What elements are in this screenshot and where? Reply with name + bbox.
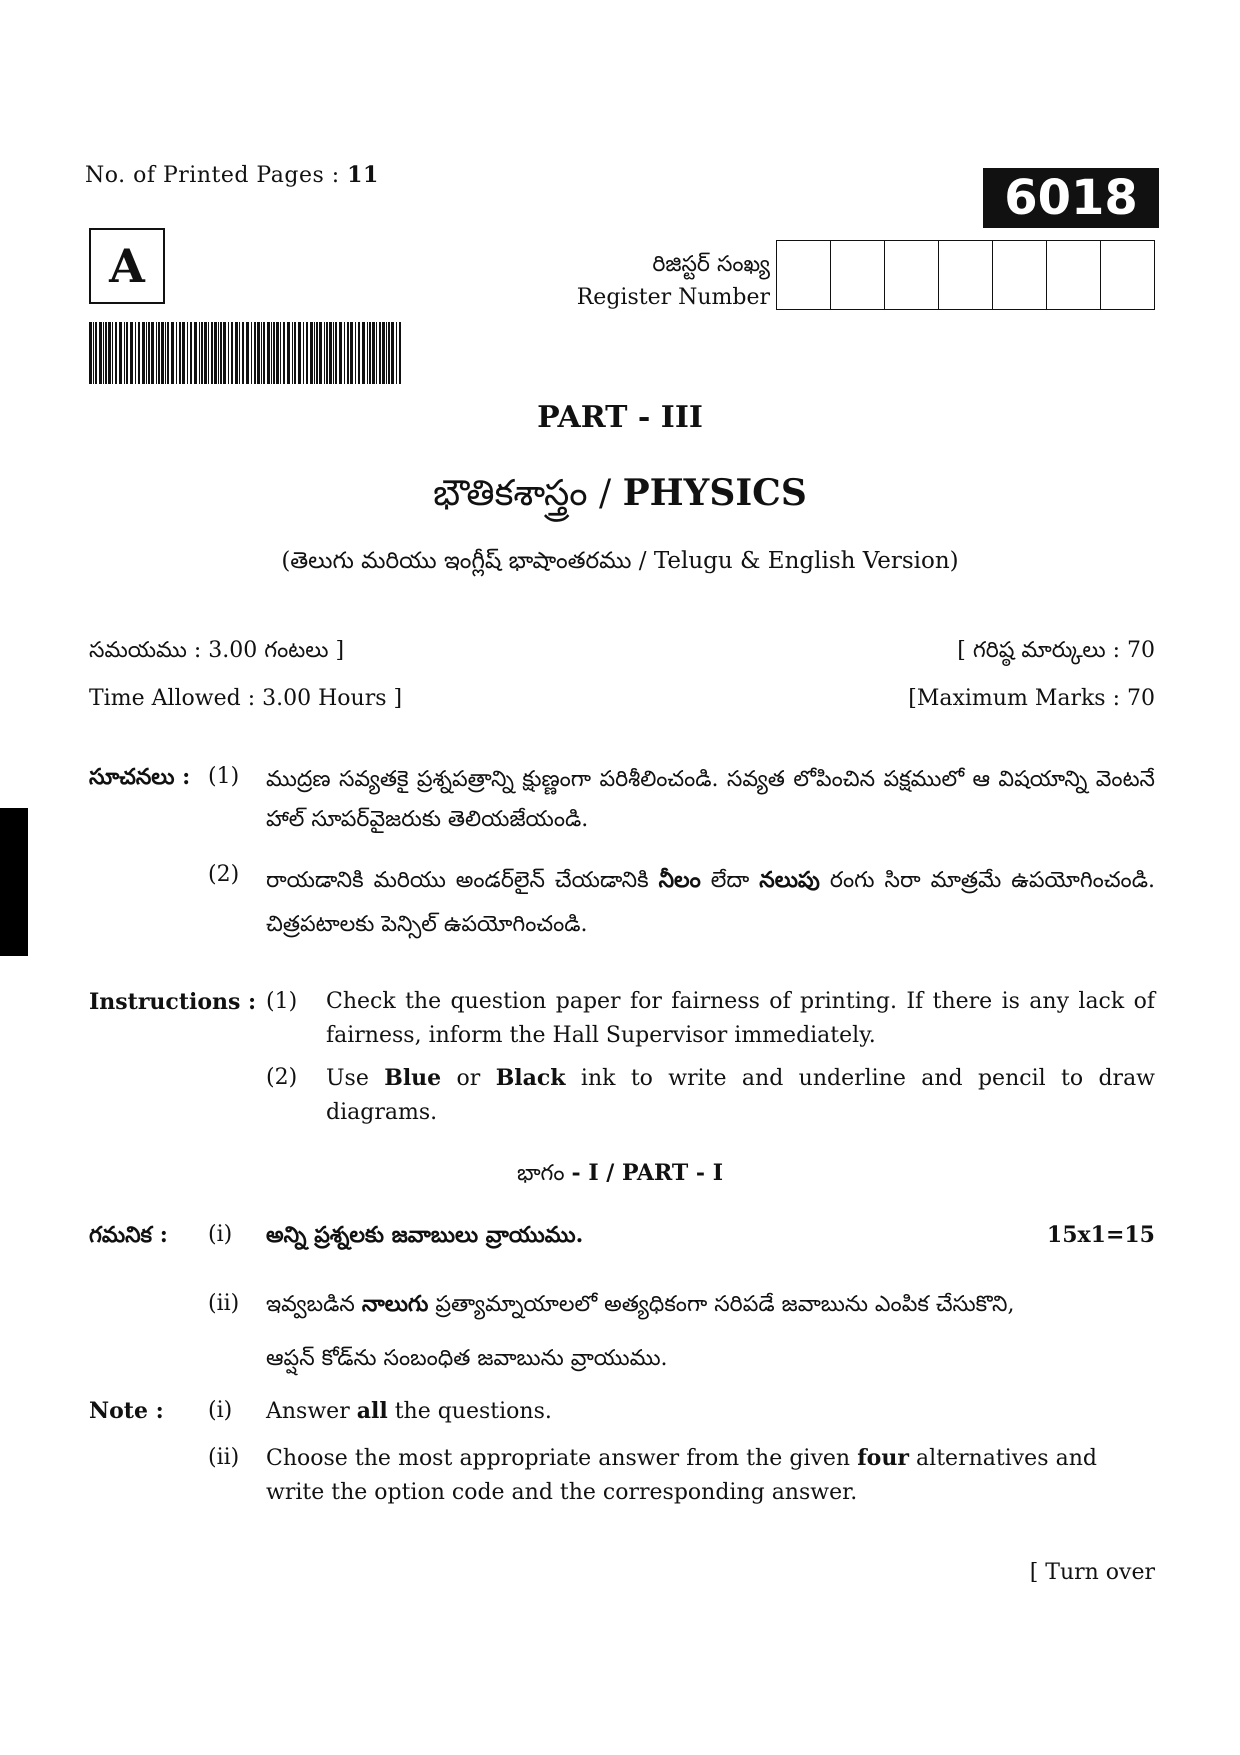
item-number: (i): [208, 1398, 233, 1423]
printed-pages-line: [85, 162, 379, 188]
text-segment: or: [441, 1066, 496, 1091]
section-heading: [0, 1160, 1240, 1191]
text-segment: Answer: [266, 1399, 357, 1424]
item-number: (1): [208, 764, 240, 789]
instruction-text: [326, 1061, 1155, 1130]
subject-title: [0, 472, 1240, 523]
marks-scheme: 15x1=15: [1046, 1222, 1155, 1248]
instruction-text: Check the question paper for fairness of printing. If there is any lack of fairness, inform the Hall Supervisor immediately.: [326, 989, 1155, 1048]
instructions-english-label: Instructions :: [89, 989, 257, 1015]
bold-segment: Black: [495, 1065, 566, 1091]
subject-english: PHYSICS: [622, 472, 807, 514]
register-number-grid[interactable]: [776, 240, 1155, 310]
bold-segment: four: [857, 1445, 909, 1471]
note-text: [266, 1287, 1155, 1376]
bold-segment: Blue: [384, 1065, 442, 1091]
printed-pages-value: 11: [347, 162, 379, 188]
time-telugu: సమయము : 3.00 గంటలు ]: [89, 638, 345, 663]
bold-segment: all: [356, 1398, 388, 1424]
time-english: Time Allowed : 3.00 Hours ]: [89, 686, 403, 711]
item-number: (ii): [208, 1445, 240, 1470]
register-digit-box[interactable]: [831, 241, 885, 309]
instruction-text: ముద్రణ సవ్యతకై ప్రశ్నపత్రాన్ని క్షుణ్ణంగా పరిశీలించండి. సవ్యత లోపించిన పక్షములో ఆ విషయాన్ని వెంటనే హాల్ సూపర్‌వైజరుకు తెలియజేయండి.: [266, 767, 1155, 832]
printed-pages-label: No. of Printed Pages :: [85, 163, 340, 188]
version-line: (తెలుగు మరియు ఇంగ్లీష్ భాషాంతరము / Telugu & English Version): [281, 548, 959, 574]
register-label-telugu: రిజిస్టర్ సంఖ్య: [652, 252, 770, 277]
text-segment: Choose the most appropriate answer from the given: [266, 1446, 858, 1471]
note-telugu: [89, 1218, 1155, 1376]
instruction-text: [266, 858, 1155, 947]
section-heading-telugu: భాగం: [516, 1161, 565, 1186]
margin-marker: [0, 808, 28, 956]
bold-segment: నీలం: [658, 867, 701, 893]
marks-english: [Maximum Marks : 70: [908, 686, 1155, 711]
text-segment: Use: [326, 1066, 385, 1091]
turn-over-label: [ Turn over: [1029, 1560, 1155, 1585]
text-segment: రంగు సిరా మాత్రమే ఉపయోగించండి. చిత్రపటాలకు పెన్సిల్ ఉపయోగించండి.: [266, 868, 1155, 937]
series-box: A: [89, 228, 165, 304]
register-digit-box[interactable]: [777, 241, 831, 309]
note-english: [89, 1394, 1155, 1510]
register-digit-box[interactable]: [939, 241, 993, 309]
item-number: (1): [266, 989, 298, 1014]
bold-segment: నలుపు: [759, 867, 820, 893]
item-number: (i): [208, 1222, 233, 1247]
text-segment: ink to write and underline and pencil to draw diagrams.: [326, 1066, 1156, 1125]
note-english-label: Note :: [89, 1398, 164, 1424]
note-text: [266, 1441, 1155, 1510]
section-heading-rest: - I / PART - I: [571, 1160, 724, 1186]
text-segment: లేదా: [700, 868, 760, 893]
register-labels: [520, 248, 770, 314]
instructions-english: [89, 985, 1155, 1130]
part-title: PART - III: [537, 400, 703, 435]
subject-telugu: భౌతికశాస్త్రం /: [433, 473, 612, 514]
text-segment: రాయడానికి మరియు అండర్‌లైన్ చేయడానికి: [266, 868, 659, 893]
register-digit-box[interactable]: [1047, 241, 1101, 309]
bold-segment: నాలుగు: [361, 1291, 429, 1317]
register-digit-box[interactable]: [1101, 241, 1154, 309]
text-segment: ఆప్షన్ కోడ్‌ను సంబంధిత జవాబును వ్రాయుము.: [266, 1346, 668, 1371]
instructions-telugu-label: సూచనలు :: [89, 764, 191, 790]
text-segment: ఇవ్వబడిన: [266, 1292, 362, 1317]
item-number: (ii): [208, 1291, 240, 1316]
register-digit-box[interactable]: [993, 241, 1047, 309]
paper-code-badge: 6018: [983, 168, 1159, 228]
barcode-image: [89, 322, 401, 384]
text-segment: the questions.: [387, 1399, 552, 1424]
text-segment: alternatives and write the option code and the corresponding answer.: [266, 1446, 1097, 1505]
note-text: [266, 1394, 1155, 1429]
register-digit-box[interactable]: [885, 241, 939, 309]
item-number: (2): [208, 862, 240, 887]
instructions-telugu: [89, 760, 1155, 947]
bold-segment: అన్ని ప్రశ్నలకు జవాబులు వ్రాయుము.: [266, 1222, 584, 1248]
register-label-english: Register Number: [576, 285, 770, 310]
text-segment: ప్రత్యామ్నాయాలలో అత్యధికంగా సరిపడే జవాబును ఎంపిక చేసుకొని,: [428, 1292, 1015, 1317]
note-text: [266, 1218, 1047, 1253]
marks-telugu: [ గరిష్ఠ మార్కులు : 70: [957, 638, 1155, 663]
note-telugu-label: గమనిక :: [89, 1222, 168, 1248]
item-number: (2): [266, 1065, 298, 1090]
